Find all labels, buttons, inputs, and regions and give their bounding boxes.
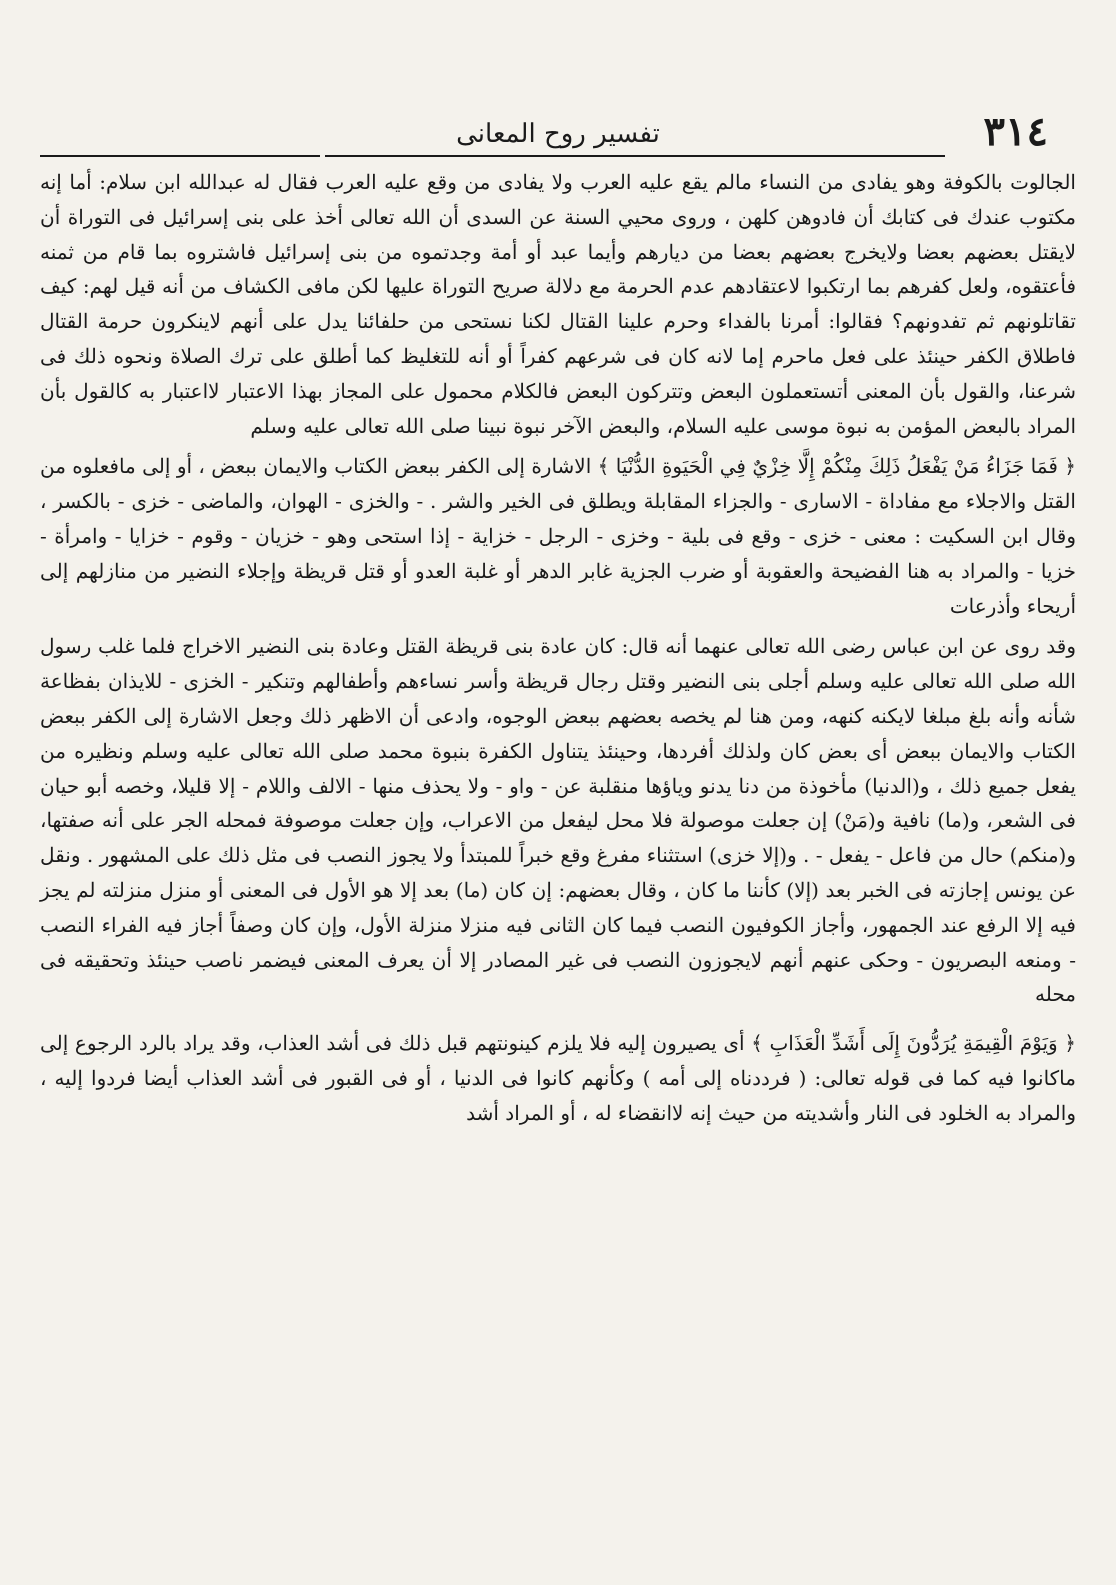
page-number: ٣١٤ <box>983 108 1048 155</box>
header-rule-left <box>40 155 320 157</box>
header-rule-right <box>325 155 945 157</box>
running-title: تفسير روح المعانى <box>456 119 660 149</box>
paragraph-3: وقد روى عن ابن عباس رضى الله تعالى عنهما أنه قال: كان عادة بنى قريظة القتل وعادة بنى النضير الاخراج فلما غلب رسول الله صلى الله تعالى عليه وسلم أجلى بنى النضير وقتل رجال قريظة وأسر نساءهم وأطفالهم وتنكير - الخزى - للايذان بفظاعة شأنه وأنه بلغ مبلغا لايكنه كنهه، ومن هنا لم يخصه بعضهم ببعض الوجوه، وادعى أن الاظهر ذلك وجعل الاشارة إلى الكفر ببعض الكتاب والايمان ببعض أى بعض كان ولذلك أفردها، وحينئذ يتناول الكفرة بنبوة محمد صلى الله تعالى عليه وسلم ونظيره من يفعل جميع ذلك ، و(الدنيا) مأخوذة من دنا يدنو وياؤها منقلبة عن - واو - ولا يحذف منها - الالف واللام - إلا قليلا، وخصه أبو حيان فى الشعر، و(ما) نافية و(مَنْ) إن جعلت موصولة فلا محل ليفعل من الاعراب، وإن جعلت موصوفة فمحله الجر على أنه صفتها، و(منكم) حال من فاعل - يفعل - . و(إلا خزى) استثناء مفرغ وقع خبراً للمبتدأ ولا يجوز النصب فى مثل ذلك على المشهور . ونقل عن يونس إجازته فى الخبر بعد (إلا) كأننا ما كان ، وقال بعضهم: إن كان (ما) بعد إلا هو الأول فى المعنى أو منزل منزلته لم يجز فيه إلا الرفع عند الجمهور، وأجاز الكوفيون النصب فيما كان الثانى فيه منزلا منزلة الأول، وإن كان وصفاً أجاز فيه الفراء النصب - ومنعه البصريون - وحكى عنهم أنهم لايجوزون النصب فى غير المصادر إلا أن يعرف المعنى فيضمر ناصب حينئذ وتحقيقه فى محله <box>40 634 1076 1007</box>
body-text <box>40 165 1076 1131</box>
paragraph-4: ﴿ وَيَوْمَ الْقِيمَةِ يُرَدُّونَ إِلَى أَشَدِّ الْعَذَابِ ﴾ أى يصيرون إليه فلا يلزم كينونتهم قبل ذلك فى أشد العذاب، وقد يراد بالرد الرجوع إلى ماكانوا فيه كما فى قوله تعالى: ( فرددناه إلى أمه ) وكأنهم كانوا فى الدنيا ، أو فى القبور فى أشد العذاب أيضا فردوا إليه ، والمراد به الخلود فى النار وأشديته من حيث إنه لاانقضاء له ، أو المراد أشد <box>40 1031 1076 1125</box>
paragraph-1: الجالوت بالكوفة وهو يفادى من النساء مالم يقع عليه العرب ولا يفادى من وقع عليه العرب فقال له عبدالله ابن سلام: أما إنه مكتوب عندك فى كتابك أن فادوهن كلهن ، وروى محيي السنة عن السدى أن الله تعالى أخذ على بنى إسرائيل فى التوراة أن لايقتل بعضهم بعضا ولايخرج بعضهم بعضا من ديارهم وأيما عبد أو أمة وجدتموه من بنى إسرائيل فاشتروه بما قام من ثمنه فأعتقوه، ولعل كفرهم بما ارتكبوا لاعتقادهم عدم الحرمة مع دلالة صريح التوراة عليها لكن مافى الكشاف من أنه قيل لهم: كيف تقاتلونهم ثم تفدونهم؟ فقالوا: أمرنا بالفداء وحرم علينا القتال لكنا نستحى من حلفائنا يدل على أنهم لاينكرون حرمة القتال فاطلاق الكفر حينئذ على فعل ماحرم إما لانه كان فى شرعهم كفراً أو أنه للتغليظ كما أطلق على ترك الصلاة ونحوه ذلك فى شرعنا، والقول بأن المعنى أتستعملون البعض وتتركون البعض فالكلام محمول على المجاز بهذا الاعتبار لااعتبار به كالقول بأن المراد بالبعض المؤمن به نبوة موسى عليه السلام، والبعض الآخر نبوة نبينا صلى الله تعالى عليه وسلم <box>40 170 1076 438</box>
page-header <box>40 108 1076 158</box>
paragraph-2: ﴿ فَمَا جَزَاءُ مَنْ يَفْعَلُ ذَلِكَ مِنْكُمْ إِلَّا خِزْيٌ فِي الْحَيَوةِ الدُّنْيَا ﴾ الاشارة إلى الكفر ببعض الكتاب والايمان ببعض ، أو إلى مافعلوه من القتل والاجلاء مع مفاداة - الاسارى - والجزاء المقابلة ويطلق فى الخير والشر . - والخزى - الهوان، والماضى - خزى - بالكسر ، وقال ابن السكيت : معنى - خزى - وقع فى بلية - وخزى - الرجل - خزاية - إذا استحى وهو - خزيان - وقوم - خزايا - وامرأة - خزيا - والمراد به هنا الفضيحة والعقوبة أو ضرب الجزية غابر الدهر أو غلبة العدو أو قتل قريظة وإجلاء النضير من منازلهم إلى أريحاء وأذرعات <box>40 454 1076 618</box>
